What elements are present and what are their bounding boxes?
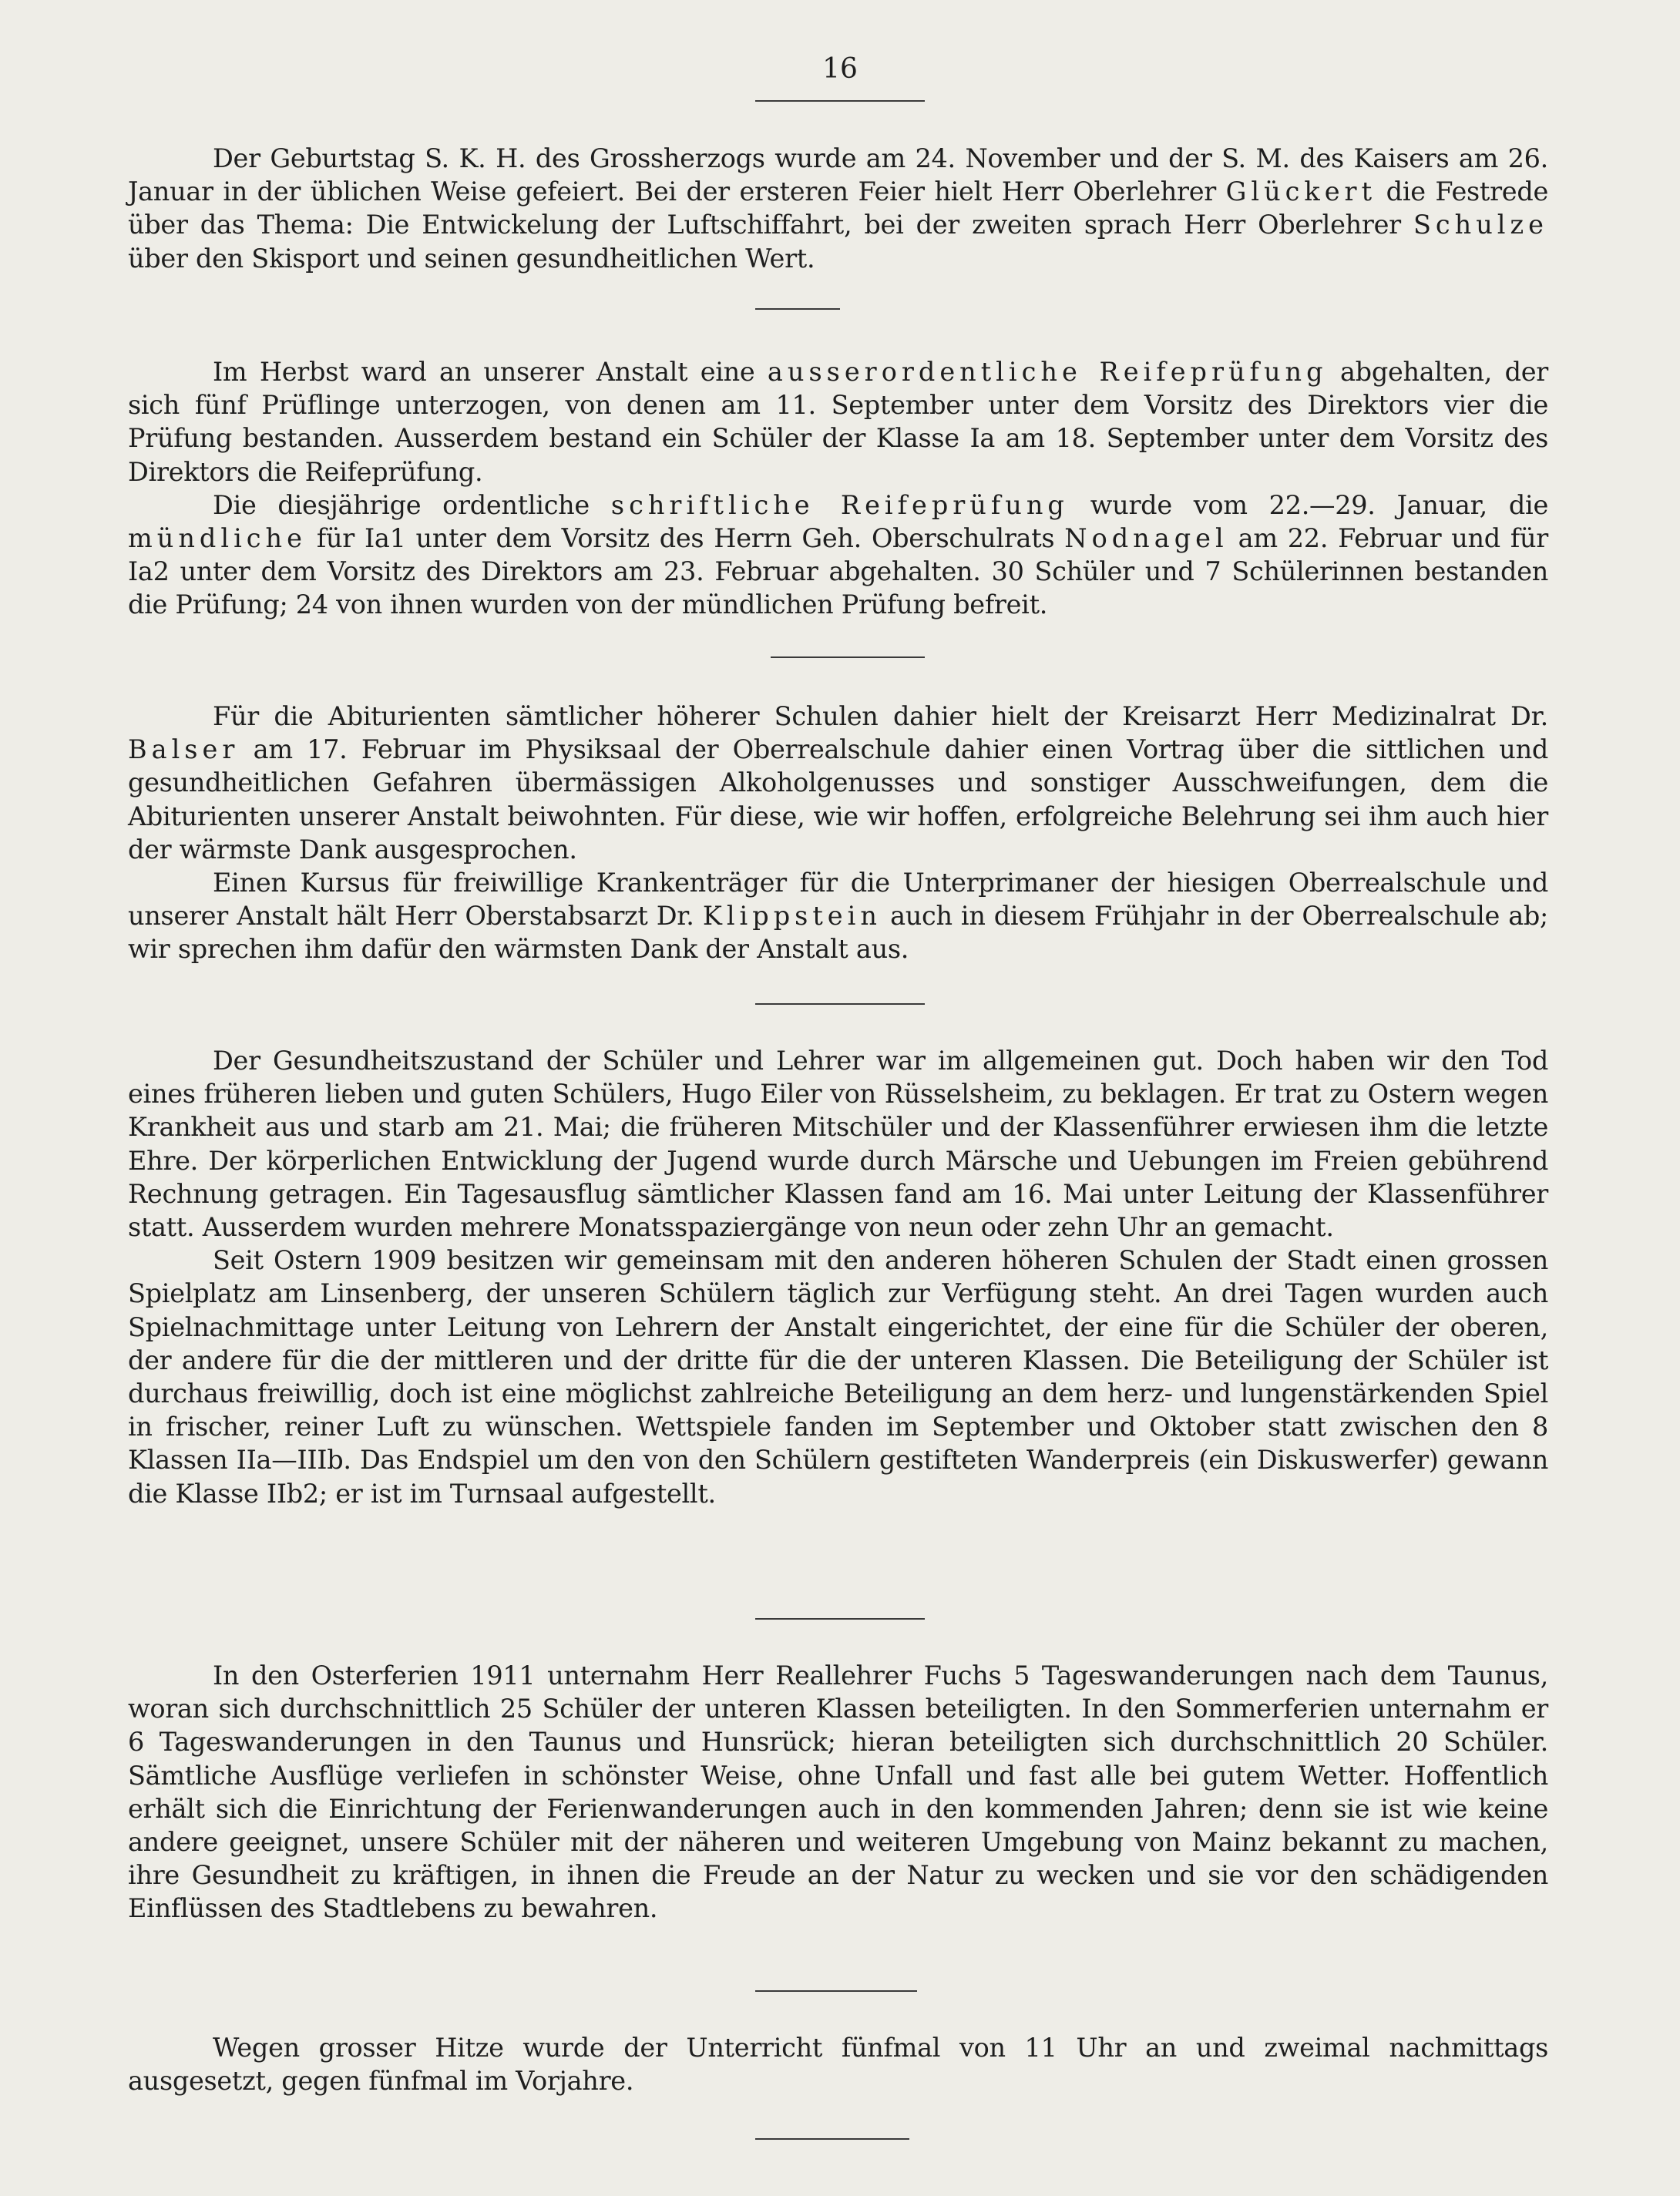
section-hitzefrei	[128, 2031, 1548, 2097]
spaced-emphasis: Klippstein	[702, 901, 882, 932]
text-run: abgehalten, der sich fünf Prüflinge unterzogen, von denen am 11. September unter dem Vorsitz des Direktors vier die Prüfung bestanden. Ausserdem bestand ein Schüler der Klasse Ia am 18. September unter dem Vorsitz des Direktors die Reifeprüfung.	[128, 357, 1548, 487]
spaced-emphasis: Balser	[128, 734, 240, 765]
paragraph	[128, 1244, 1548, 1510]
paragraph	[128, 2031, 1548, 2097]
separator-rule	[755, 2138, 909, 2140]
paragraph	[128, 1044, 1548, 1244]
section-gesundheit	[128, 1044, 1548, 1510]
text-run: die Festrede über das Thema: Die Entwickelung der Luftschiffahrt, bei der zweiten sprach Herr Oberlehrer	[128, 176, 1548, 240]
text-run: In den Osterferien 1911 unternahm Herr Reallehrer Fuchs 5 Tageswanderungen nach dem Taunus, woran sich durchschnittlich 25 Schüler der unteren Klassen beteiligten. In den Sommerferien unternahm er 6 Tageswanderungen in den Taunus und Hunsrück; hieran beteiligten sich durchschnittlich 20 Schüler. Sämtliche Ausflüge verliefen in schönster Weise, ohne Unfall und fast alle bei gutem Wetter. Hoffentlich erhält sich die Einrichtung der Ferienwanderungen auch in den kommenden Jahren; denn sie ist wie keine andere geeignet, unsere Schüler mit der näheren und weiteren Umgebung von Mainz bekannt zu machen, ihre Gesundheit zu kräftigen, in ihnen die Freude an der Natur zu wecken und sie vor den schädigenden Einflüssen des Stadtlebens zu bewahren.	[128, 1660, 1548, 1924]
paragraph	[128, 142, 1548, 275]
page-number: 16	[822, 53, 858, 85]
separator-rule	[771, 656, 925, 658]
section-reifepruefung	[128, 355, 1548, 622]
paragraph	[128, 489, 1548, 622]
text-run: wurde vom 22.—29. Januar, die	[1068, 489, 1548, 520]
text-run: über den Skisport und seinen gesundheitlichen Wert.	[128, 243, 815, 274]
text-run: auch in diesem Frühjahr in der Oberrealschule ab; wir sprechen ihm dafür den wärmsten Dank der Anstalt aus.	[128, 901, 1548, 965]
separator-rule	[755, 1003, 925, 1005]
separator-rule	[755, 100, 925, 102]
text-run: Die diesjährige ordentliche	[213, 489, 611, 520]
paragraph	[128, 700, 1548, 866]
text-run: Seit Ostern 1909 besitzen wir gemeinsam mit den anderen höheren Schulen der Stadt einen grossen Spielplatz am Linsenberg, der unseren Schülern täglich zur Verfügung steht. An drei Tagen wurden auch Spielnachmittage unter Leitung von Lehrern der Anstalt eingerichtet, der eine für die Schüler der oberen, der andere für die der mittleren und der dritte für die der unteren Klassen. Die Beteiligung der Schüler ist durchaus freiwillig, doch ist eine möglichst zahlreiche Beteiligung an dem herz- und lungenstärkenden Spiel in frischer, reiner Luft zu wünschen. Wettspiele fanden im September und Oktober statt zwischen den 8 Klassen IIa—IIIb. Das Endspiel um den von den Schülern gestifteten Wanderpreis (ein Diskuswerfer) gewann die Klasse IIb2; er ist im Turnsaal aufgestellt.	[128, 1245, 1548, 1509]
text-run: Für die Abiturienten sämtlicher höherer Schulen dahier hielt der Kreisarzt Herr Medizinalrat Dr.	[213, 701, 1548, 731]
separator-rule	[755, 308, 840, 310]
paragraph	[128, 1659, 1548, 1926]
text-run: Einen Kursus für freiwillige Krankenträger für die Unterprimaner der hiesigen Oberrealschule und unserer Anstalt hält Herr Oberstabsarzt Dr.	[128, 868, 1548, 932]
text-run: Wegen grosser Hitze wurde der Unterricht fünfmal von 11 Uhr an und zweimal nachmittags ausgesetzt, gegen fünfmal im Vorjahre.	[128, 2033, 1548, 2097]
text-run: Im Herbst ward an unserer Anstalt eine	[213, 357, 768, 387]
spaced-emphasis: Nodnagel	[1064, 523, 1228, 554]
text-run: für Ia1 unter dem Vorsitz des Herrn Geh. Oberschulrats	[306, 523, 1065, 554]
spaced-emphasis: mündliche	[128, 523, 307, 554]
separator-rule	[755, 1618, 925, 1620]
text-run: am 22. Februar und für Ia2 unter dem Vorsitz des Direktors am 23. Februar abgehalten. 30 Schüler und 7 Schülerinnen bestanden die Prüfung; 24 von ihnen wurden von der mündlichen Prüfung befreit.	[128, 523, 1549, 620]
text-run: Der Gesundheitszustand der Schüler und Lehrer war im allgemeinen gut. Doch haben wir den Tod eines früheren lieben und guten Schülers, Hugo Eiler von Rüsselsheim, zu beklagen. Er trat zu Ostern wegen Krankheit aus und starb am 21. Mai; die früheren Mitschüler und der Klassenführer erwiesen ihm die letzte Ehre. Der körperlichen Entwicklung der Jugend wurde durch Märsche und Uebungen im Freien gebührend Rechnung getragen. Ein Tagesausflug sämtlicher Klassen fand am 16. Mai unter Leitung der Klassenführer statt. Ausserdem wurden mehrere Monatsspaziergänge von neun oder zehn Uhr an gemacht.	[128, 1046, 1548, 1243]
paragraph	[128, 866, 1548, 966]
paragraph	[128, 355, 1548, 489]
text-run: am 17. Februar im Physiksaal der Oberrealschule dahier einen Vortrag über die sittlichen und gesundheitlichen Gefahren übermässigen Alkoholgenusses und sonstiger Ausschweifungen, dem die Abiturienten unserer Anstalt beiwohnten. Für diese, wie wir hoffen, erfolgreiche Belehrung sei ihm auch hier der wärmste Dank ausgesprochen.	[128, 734, 1548, 865]
spaced-emphasis: Schulze	[1413, 210, 1548, 240]
separator-rule	[755, 1990, 917, 1992]
text-run: Der Geburtstag S. K. H. des Grossherzogs wurde am 24. November und der S. M. des Kaisers am 26. Januar in der üblichen Weise gefeiert. Bei der ersteren Feier hielt Herr Oberlehrer	[128, 143, 1548, 207]
section-wanderungen	[128, 1659, 1548, 1926]
section-birthdays	[128, 142, 1548, 275]
section-abiturienten	[128, 700, 1548, 966]
spaced-emphasis: Glückert	[1225, 176, 1377, 207]
spaced-emphasis: schriftliche Reifeprüfung	[610, 489, 1069, 520]
spaced-emphasis: ausserordentliche Reifeprüfung	[767, 357, 1328, 387]
